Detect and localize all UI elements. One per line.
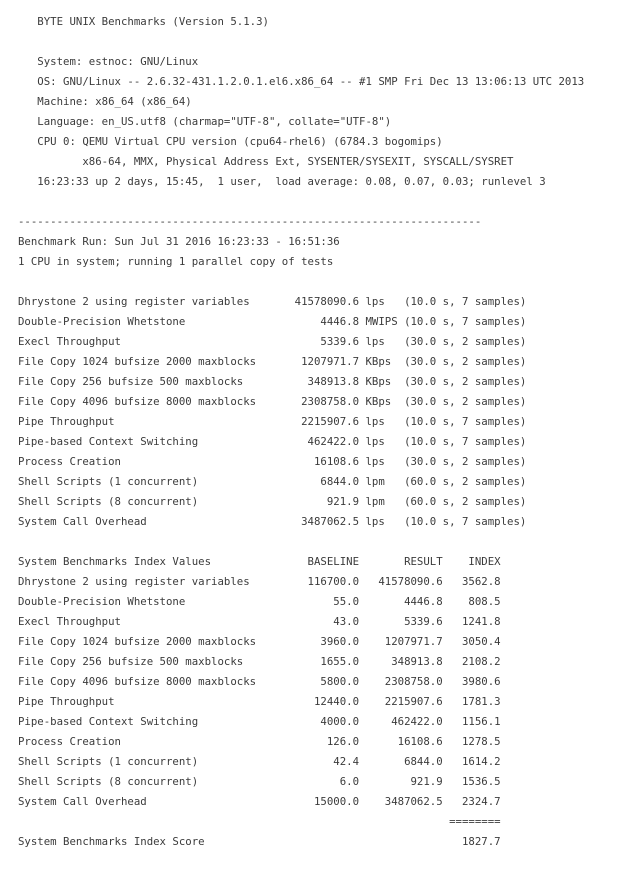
output-line: 1 CPU in system; running 1 parallel copy of tests <box>18 255 334 268</box>
output-line: OS: GNU/Linux -- 2.6.32-431.1.2.0.1.el6.x86_64 -- #1 SMP Fri Dec 13 13:06:13 UTC 2013 <box>18 75 585 88</box>
output-line: File Copy 1024 bufsize 2000 maxblocks 1207971.7 KBps (30.0 s, 2 samples) <box>18 355 527 368</box>
output-line: File Copy 1024 bufsize 2000 maxblocks 3960.0 1207971.7 3050.4 <box>18 635 501 648</box>
output-line: Shell Scripts (8 concurrent) 921.9 lpm (60.0 s, 2 samples) <box>18 495 527 508</box>
output-line: Shell Scripts (8 concurrent) 6.0 921.9 1536.5 <box>18 775 501 788</box>
output-line: CPU 0: QEMU Virtual CPU version (cpu64-rhel6) (6784.3 bogomips) <box>18 135 443 148</box>
output-line: Process Creation 16108.6 lps (30.0 s, 2 samples) <box>18 455 527 468</box>
output-line: System Call Overhead 3487062.5 lps (10.0 s, 7 samples) <box>18 515 527 528</box>
output-line: Dhrystone 2 using register variables 116700.0 41578090.6 3562.8 <box>18 575 501 588</box>
output-line: Double-Precision Whetstone 4446.8 MWIPS (10.0 s, 7 samples) <box>18 315 527 328</box>
output-line: File Copy 4096 bufsize 8000 maxblocks 2308758.0 KBps (30.0 s, 2 samples) <box>18 395 527 408</box>
output-line: BYTE UNIX Benchmarks (Version 5.1.3) <box>18 15 269 28</box>
output-line: Pipe Throughput 2215907.6 lps (10.0 s, 7 samples) <box>18 415 527 428</box>
output-line: System Benchmarks Index Values BASELINE RESULT INDEX <box>18 555 501 568</box>
output-line: File Copy 4096 bufsize 8000 maxblocks 5800.0 2308758.0 3980.6 <box>18 675 501 688</box>
output-line <box>18 532 617 552</box>
output-line: Machine: x86_64 (x86_64) <box>18 95 192 108</box>
output-line: Pipe-based Context Switching 4000.0 462422.0 1156.1 <box>18 715 501 728</box>
output-line: File Copy 256 bufsize 500 maxblocks 348913.8 KBps (30.0 s, 2 samples) <box>18 375 527 388</box>
output-line: System Call Overhead 15000.0 3487062.5 2324.7 <box>18 795 501 808</box>
output-line <box>18 192 617 212</box>
output-line <box>18 32 617 52</box>
output-line: 16:23:33 up 2 days, 15:45, 1 user, load average: 0.08, 0.07, 0.03; runlevel 3 <box>18 175 546 188</box>
output-line: Execl Throughput 43.0 5339.6 1241.8 <box>18 615 501 628</box>
output-line: System: estnoc: GNU/Linux <box>18 55 199 68</box>
output-line: Language: en_US.utf8 (charmap="UTF-8", collate="UTF-8") <box>18 115 392 128</box>
output-line: Dhrystone 2 using register variables 41578090.6 lps (10.0 s, 7 samples) <box>18 295 527 308</box>
output-line: System Benchmarks Index Score 1827.7 <box>18 835 501 848</box>
output-line <box>18 272 617 292</box>
output-line: Execl Throughput 5339.6 lps (30.0 s, 2 samples) <box>18 335 527 348</box>
output-line: File Copy 256 bufsize 500 maxblocks 1655.0 348913.8 2108.2 <box>18 655 501 668</box>
output-line: Double-Precision Whetstone 55.0 4446.8 808.5 <box>18 595 501 608</box>
output-line: Pipe Throughput 12440.0 2215907.6 1781.3 <box>18 695 501 708</box>
output-line: ------------------------------------------------------------------------ <box>18 215 482 228</box>
output-line: Pipe-based Context Switching 462422.0 lps (10.0 s, 7 samples) <box>18 435 527 448</box>
output-line: Benchmark Run: Sun Jul 31 2016 16:23:33 - 16:51:36 <box>18 235 340 248</box>
output-line: x86-64, MMX, Physical Address Ext, SYSENTER/SYSEXIT, SYSCALL/SYSRET <box>18 155 514 168</box>
output-line: ======== <box>18 815 501 828</box>
output-line: Shell Scripts (1 concurrent) 42.4 6844.0 1614.2 <box>18 755 501 768</box>
output-line: Process Creation 126.0 16108.6 1278.5 <box>18 735 501 748</box>
output-line: Shell Scripts (1 concurrent) 6844.0 lpm (60.0 s, 2 samples) <box>18 475 527 488</box>
